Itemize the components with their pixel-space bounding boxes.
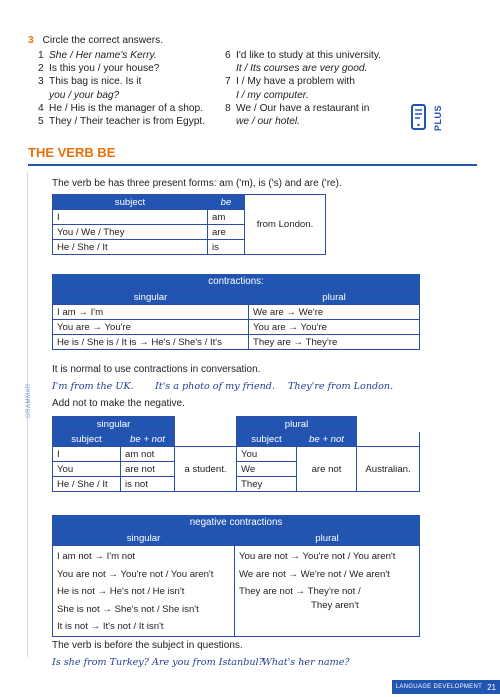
- plus-badge: [410, 100, 450, 141]
- exercise-item: we / our hotel.: [236, 116, 300, 128]
- table-cell: You are → You're: [53, 320, 249, 335]
- question-example: Are you from Istanbul?: [152, 657, 264, 668]
- table-cell: We: [237, 462, 297, 477]
- table-cell: is: [208, 240, 245, 255]
- table-cell: You: [53, 462, 121, 477]
- footer-label: LANGUAGE DEVELOPMENT: [395, 684, 483, 690]
- exercise-number: 3: [28, 35, 34, 46]
- negative-table: [52, 416, 420, 492]
- australian-cell: Australian.: [357, 447, 420, 492]
- table-header: be + not: [297, 432, 357, 447]
- exercise-item: 6 I'd like to study at this university.: [225, 50, 382, 61]
- exercise-item: you / your bag?: [49, 89, 120, 101]
- table-header: plural: [235, 531, 420, 546]
- table-cell: are not: [121, 462, 175, 477]
- plus-label: PLUS: [432, 104, 443, 132]
- table-cell: They are → They're: [249, 335, 420, 350]
- table-cell: You / We / They: [53, 225, 208, 240]
- table-cell: is not: [121, 477, 175, 492]
- table-cell: He / She / It: [53, 477, 121, 492]
- table-cell: am: [208, 210, 245, 225]
- table-cell: I am → I'm: [53, 305, 249, 320]
- exercise-item: 1 She / Her name's Kerry.: [38, 50, 157, 61]
- are-not-cell: are not: [297, 447, 357, 492]
- table-header: singular: [53, 531, 235, 546]
- exercise-right-column: [225, 49, 381, 128]
- exercise-item: It / Its courses are very good.: [236, 63, 368, 75]
- exercise-left-column: [38, 49, 205, 128]
- example-sentence: They're from London.: [288, 381, 394, 392]
- table-header: be: [208, 195, 245, 210]
- table-cell: You are → You're: [249, 320, 420, 335]
- table-cell: He is / She is / It is → He's / She's / It's: [53, 335, 249, 350]
- table-cell: You: [237, 447, 297, 462]
- negative-contractions-table: [52, 515, 420, 637]
- singular-list: I am not → I'm not You are not → You're not / You aren't He is not → He's not / He isn't She is not → She's not / She isn't It is not → It's not / It isn't: [53, 546, 235, 637]
- exercise-instruction: 3 Circle the correct answers.: [28, 35, 164, 46]
- example-sentence: It's a photo of my friend.: [155, 381, 275, 392]
- negative-contractions-caption: negative contractions: [52, 515, 420, 530]
- table-header: subject: [53, 432, 121, 447]
- table-header: be + not: [121, 432, 175, 447]
- table-cell: They: [237, 477, 297, 492]
- table-group-header: plural: [237, 417, 357, 432]
- intro-text: The verb be has three present forms: am ('m), is ('s) and are ('re).: [52, 178, 342, 189]
- from-london-cell: from London.: [245, 195, 326, 255]
- contractions-table: [52, 274, 420, 350]
- table-cell: He / She / It: [53, 240, 208, 255]
- contractions-note: It is normal to use contractions in conversation.: [52, 364, 261, 375]
- exercise-item: 3 This bag is nice. Is it: [38, 76, 142, 88]
- contractions-caption: contractions:: [52, 274, 420, 289]
- footer-bar: [392, 680, 500, 694]
- be-forms-table: [52, 194, 326, 255]
- exercise-item: 7 I / My have a problem with: [225, 76, 355, 88]
- table-header: singular: [53, 290, 249, 305]
- plural-list: You are not → You're not / You aren't We are not → We're not / We aren't They are not → They're not / They aren't: [235, 546, 420, 637]
- table-group-header: singular: [53, 417, 175, 432]
- section-rule: [28, 164, 477, 166]
- exercise-item: 5 They / Their teacher is from Egypt.: [38, 116, 206, 128]
- table-header: subject: [237, 432, 297, 447]
- exercise-item: I / my computer.: [236, 89, 309, 101]
- grammar-label: GRAMMAR: [26, 383, 32, 418]
- table-cell: I: [53, 447, 121, 462]
- negative-note: Add not to make the negative.: [52, 398, 185, 409]
- question-example: Is she from Turkey?: [52, 657, 149, 668]
- student-cell: a student.: [175, 447, 237, 492]
- exercise-item: 2 Is this you / your house?: [38, 63, 160, 75]
- table-cell: We are → We're: [249, 305, 420, 320]
- section-title: THE VERB BE: [28, 145, 116, 160]
- table-cell: am not: [121, 447, 175, 462]
- table-cell: are: [208, 225, 245, 240]
- table-header: plural: [249, 290, 420, 305]
- exercise-item: 8 We / Our have a restaurant in: [225, 102, 370, 114]
- page-number: 21: [487, 682, 496, 692]
- table-cell: I: [53, 210, 208, 225]
- questions-note: The verb is before the subject in questions.: [52, 640, 243, 651]
- example-sentence: I'm from the UK.: [52, 381, 134, 392]
- question-example: What's her name?: [262, 657, 350, 668]
- exercise-item: 4 He / His is the manager of a shop.: [38, 102, 204, 114]
- table-header: subject: [53, 195, 208, 210]
